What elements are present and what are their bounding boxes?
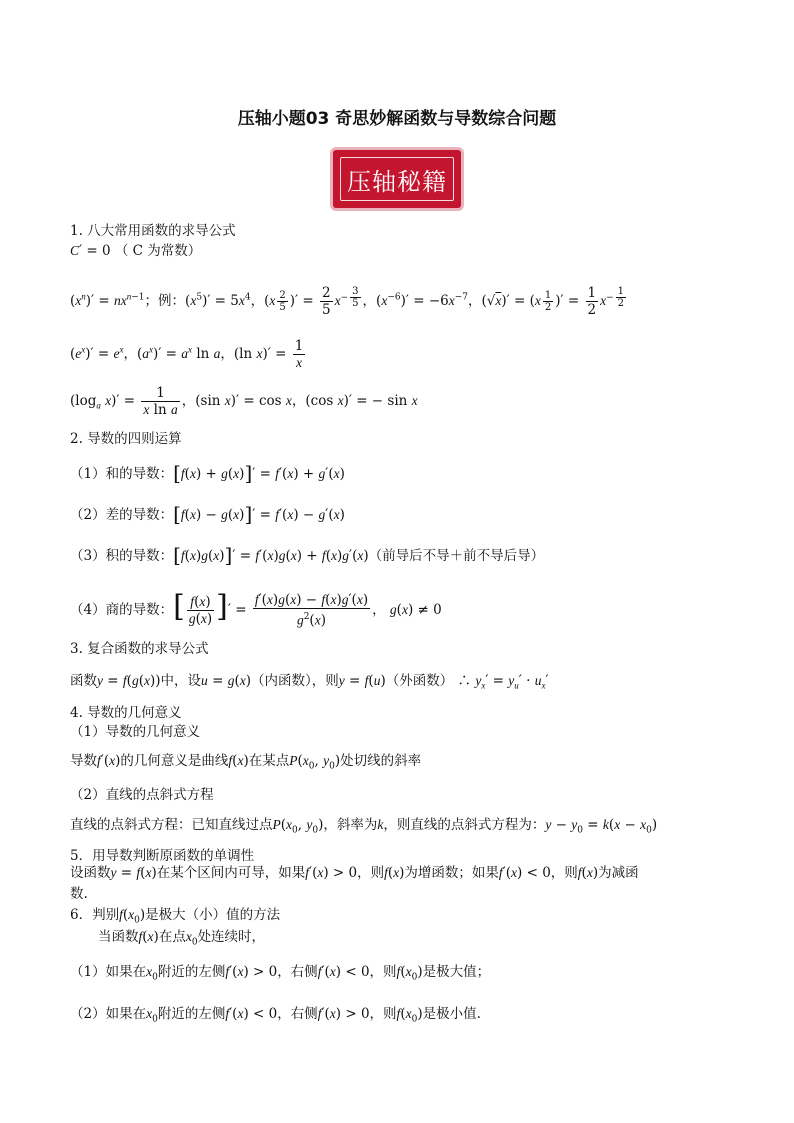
monotonicity-rule: 设函数y = f(x)在某个区间内可导，如果f′(x) > 0，则f(x)为增函数；如果f′(x) < 0，则f(x)为减函 <box>70 865 639 881</box>
section-badge-label: 压轴秘籍 <box>340 157 454 201</box>
rule-quotient: （4）商的导数：[ $\frac{f(x)}{g(x)}$ ]′ = $\frac{f'(x)g(x) - f(x)g'(x)}{g^2(x)}$ ， g(x) ≠ 0 <box>70 588 442 629</box>
section-badge <box>333 150 461 208</box>
extremum-case-min: （2）如果在$x_0$附近的左侧f′(x) < 0，右侧f′(x) > 0，则$f(x_0)$是极小值. <box>70 1006 481 1025</box>
extremum-case-max: （1）如果在$x_0$附近的左侧f′(x) > 0，右侧f′(x) < 0，则$f(x_0)$是极大值； <box>70 964 491 983</box>
rule-sum: （1）和的导数：[f(x) + g(x)]′ = f′(x) + g′(x) <box>70 461 345 485</box>
section-6-heading: 6．判别$f(x_0)$是极大（小）值的方法 <box>70 907 281 926</box>
geometric-meaning: 导数f′(x)的几何意义是曲线f(x)在某点$P(x_0$, $y_0$)处切线的斜率 <box>70 753 422 772</box>
monotonicity-rule-cont: 数. <box>70 886 88 902</box>
section-4-heading: 4. 导数的几何意义 <box>70 705 182 721</box>
formula-exp-log: $(e^x)' = e^x$，$(a^x)' = a^x$ ln a，(ln x)′ = $\frac{1}{x}$ <box>70 338 304 370</box>
section-2-heading: 2. 导数的四则运算 <box>70 431 182 447</box>
formula-loga-trig: ($\log_a$ x)′ = $\frac{1}{\text{x ln a}}$ ，(sin x)′ = cos x，(cos x)′ = − sin x <box>70 385 418 418</box>
composite-rule: 函数y = f(g(x))中，设u = g(x)（内函数），则y = f(u)（外函数） ∴ $y_x' = y_u' \cdot u_x'$ <box>70 673 549 691</box>
point-slope-form: 直线的点斜式方程：已知直线过点$P(x_0$, $y_0$)，斜率为k，则直线的点斜式方程为：$y - y_0 = k(x - x_0)$ <box>70 817 658 836</box>
section-4-sub1: （1）导数的几何意义 <box>70 724 201 740</box>
formula-constant: C′ = 0 （ C 为常数） <box>70 243 202 259</box>
formula-power: $(x^n)' = nx^{n-1}$；例：$(x^5)' = 5x^4$，(x $\frac{2}{5}$ )′ = $\frac{2}{5}$ $x^{- \frac{3}{5}}$ ，$(x^{-6})' = -6x^{-7}$，(√x)′ = (x $\frac{1}{2}$ )′ = $\frac{1}{2}$ $x^{- \frac{1}{2}}$ <box>70 285 625 318</box>
page-title: 压轴小题03 奇思妙解函数与导数综合问题 <box>237 109 557 129</box>
section-4-sub2: （2）直线的点斜式方程 <box>70 787 214 803</box>
rule-product: （3）积的导数：[f(x)g(x)]′ = f′(x)g(x) + f(x)g′(x)（前导后不导＋前不导后导） <box>70 543 545 567</box>
rule-difference: （2）差的导数：[f(x) − g(x)]′ = f′(x) − g′(x) <box>70 502 345 526</box>
section-5-heading: 5．用导数判断原函数的单调性 <box>70 848 255 864</box>
extremum-intro: 当函数f(x)在点$x_0$处连续时， <box>98 929 266 948</box>
section-1-heading: 1. 八大常用函数的求导公式 <box>70 223 236 239</box>
section-3-heading: 3. 复合函数的求导公式 <box>70 641 209 657</box>
